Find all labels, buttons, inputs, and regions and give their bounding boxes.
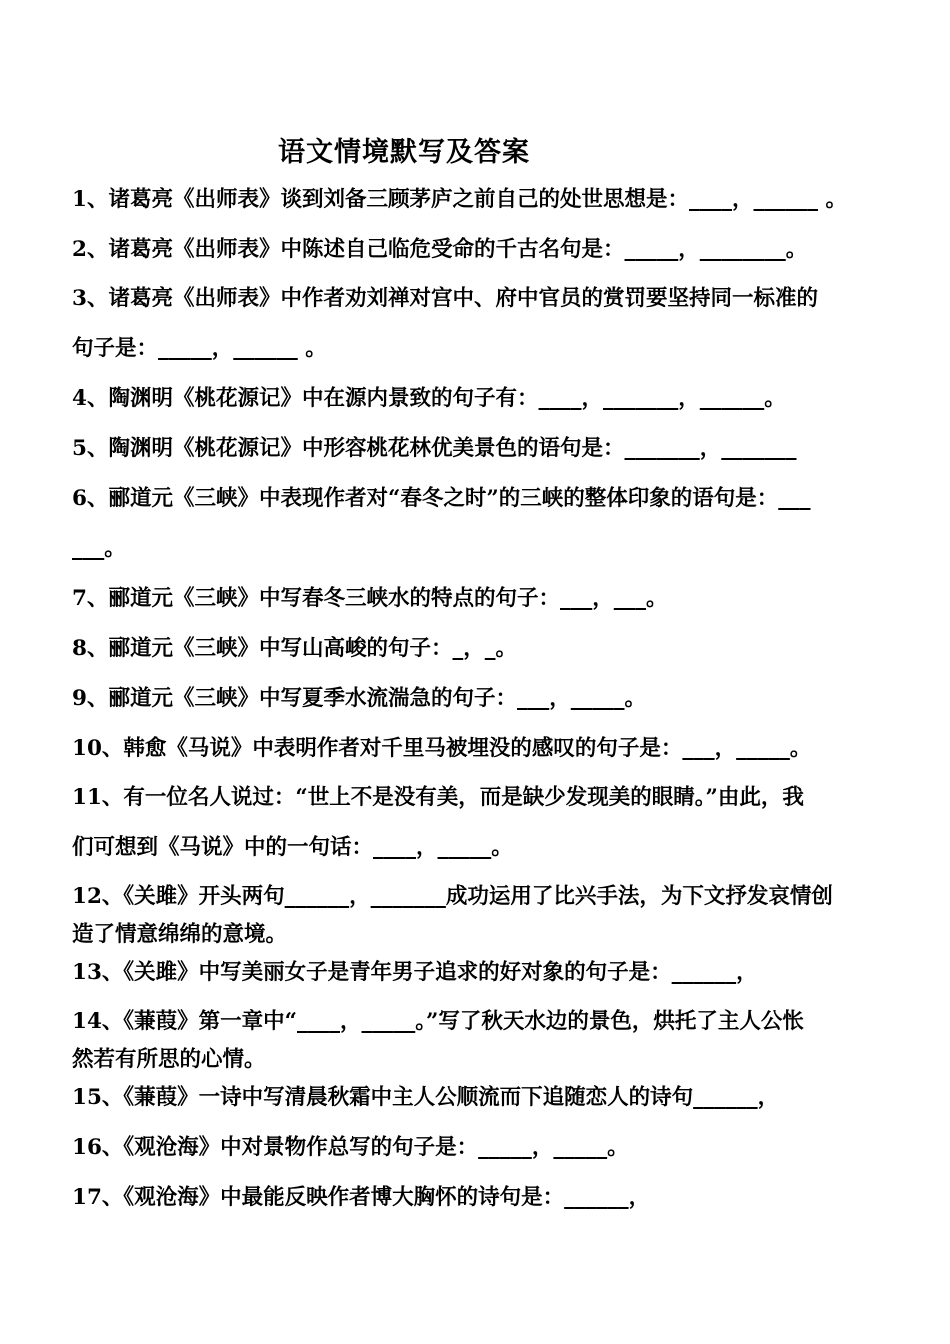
question-6-line-2: ___。 xyxy=(72,536,126,561)
question-14-line-2: 然若有所思的心情。 xyxy=(72,1047,266,1072)
question-13: 13、《关雎》中写美丽女子是青年男子追求的好对象的句子是：______， xyxy=(72,960,758,985)
question-17: 17、《观沧海》中最能反映作者博大胸怀的诗句是：______， xyxy=(72,1185,651,1210)
question-7: 7、郦道元《三峡》中写春冬三峡水的特点的句子：___，___。 xyxy=(72,586,668,611)
question-11-line-2: 们可想到《马说》中的一句话：____，_____。 xyxy=(72,835,513,860)
question-15: 15、《蒹葭》一诗中写清晨秋霜中主人公顺流而下追随恋人的诗句______， xyxy=(72,1085,780,1110)
question-10: 10、韩愈《马说》中表明作者对千里马被埋没的感叹的句子是：___，_____。 xyxy=(72,736,812,761)
question-4: 4、陶渊明《桃花源记》中在源内景致的句子有：____，_______，______。 xyxy=(72,386,786,411)
question-11-line-1: 11、有一位名人说过：“世上不是没有美，而是缺少发现美的眼睛。”由此，我 xyxy=(72,785,804,810)
question-3-line-2: 句子是：_____，______ 。 xyxy=(72,336,327,361)
question-5: 5、陶渊明《桃花源记》中形容桃花林优美景色的语句是：_______，_______ xyxy=(72,436,797,461)
question-12-line-1: 12、《关雎》开头两句______，_______成功运用了比兴手法，为下文抒发哀情创 xyxy=(72,884,833,909)
question-14-line-1: 14、《蒹葭》第一章中“____，_____。”写了秋天水边的景色，烘托了主人公怅 xyxy=(72,1009,804,1034)
document-title: 语文情境默写及答案 xyxy=(278,137,530,168)
question-3-line-1: 3、诸葛亮《出师表》中作者劝刘禅对宫中、府中官员的赏罚要坚持同一标准的 xyxy=(72,286,818,311)
question-16: 16、《观沧海》中对景物作总写的句子是：_____，_____。 xyxy=(72,1135,629,1160)
question-6-line-1: 6、郦道元《三峡》中表现作者对“春冬之时”的三峡的整体印象的语句是：___ xyxy=(72,486,811,511)
question-12-line-2: 造了情意绵绵的意境。 xyxy=(72,922,288,947)
question-2: 2、诸葛亮《出师表》中陈述自己临危受命的千古名句是：_____，________。 xyxy=(72,237,808,262)
question-1: 1、诸葛亮《出师表》谈到刘备三顾茅庐之前自己的处世思想是：____，______ 。 xyxy=(72,187,847,212)
question-9: 9、郦道元《三峡》中写夏季水流湍急的句子：___，_____。 xyxy=(72,686,646,711)
question-8: 8、郦道元《三峡》中写山高峻的句子：_，_。 xyxy=(72,636,517,661)
